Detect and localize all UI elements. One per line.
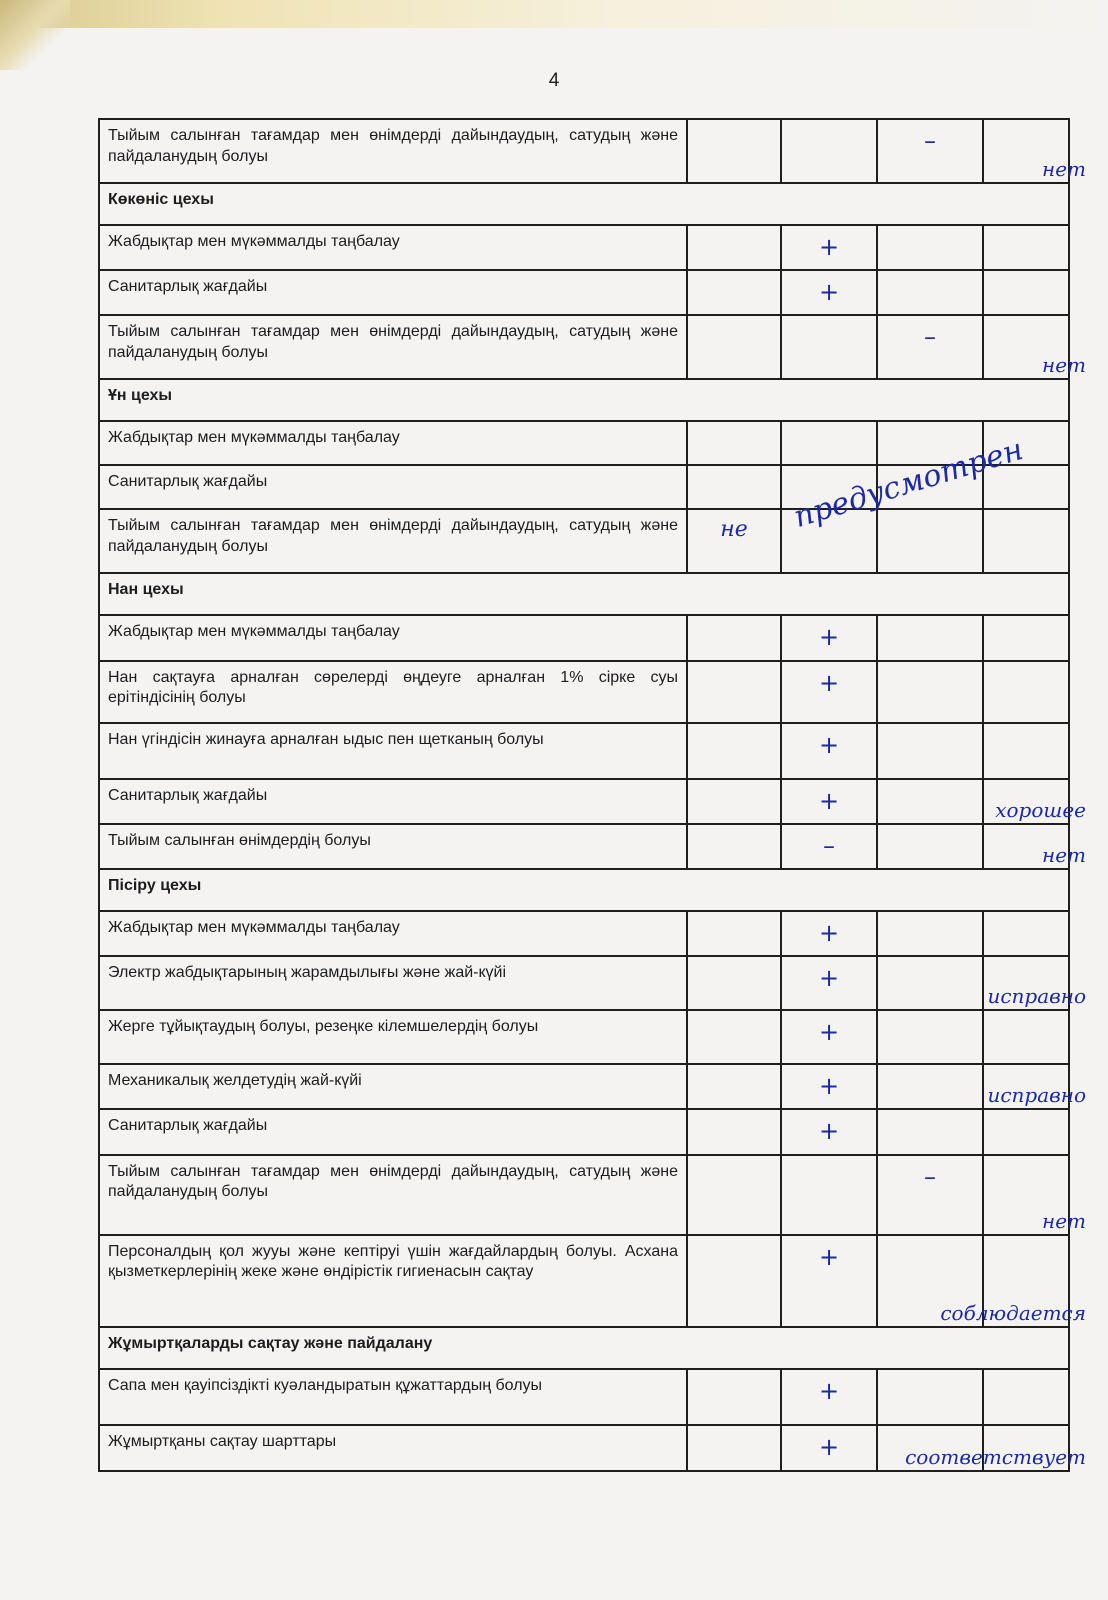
handwritten-note: соблюдается: [940, 1300, 1086, 1325]
note-cell: [983, 615, 1069, 660]
mark-cell-c1: [687, 615, 781, 660]
note-cell: [983, 270, 1069, 315]
handwritten-mark-c3: –: [924, 323, 936, 352]
note-cell: [983, 1369, 1069, 1425]
mark-cell-c2: [781, 779, 877, 824]
mark-cell-c3: [877, 1369, 983, 1425]
table-row: [99, 956, 1069, 1010]
note-cell: [983, 509, 1069, 573]
mark-cell-c1: [687, 1369, 781, 1425]
note-cell: [983, 956, 1086, 1010]
handwritten-mark-c2: +: [818, 1376, 840, 1405]
requirement-text: Нан сақтауға арналған сөрелерді өңдеуге арналған 1% сірке суы ерітіндісінің болуы: [99, 661, 687, 723]
mark-cell-c3: [877, 911, 983, 956]
note-cell: [940, 1235, 1086, 1327]
page-corner-fold: [0, 0, 70, 70]
mark-cell-c1: [687, 1425, 781, 1471]
mark-cell-c2: [781, 225, 877, 270]
handwritten-mark-c1: не: [720, 517, 748, 543]
mark-cell-c2: [781, 421, 877, 465]
table-row: [99, 421, 1069, 465]
requirement-text: Жабдықтар мен мүкәммалды таңбалау: [99, 911, 687, 956]
mark-cell-c3: [877, 723, 983, 779]
requirement-text: Тыйым салынған өнімдердің болуы: [99, 824, 687, 869]
requirement-text: Санитарлық жағдайы: [99, 779, 687, 824]
handwritten-mark-c2: +: [818, 668, 840, 697]
mark-cell-c1: [687, 1235, 781, 1327]
note-cell: [983, 119, 1086, 183]
section-row: [99, 183, 1069, 225]
table-row: [99, 824, 1069, 869]
mark-cell-c1: [687, 509, 781, 573]
handwritten-mark-c3: –: [924, 127, 936, 155]
note-cell: [983, 723, 1069, 779]
handwritten-note: нет: [1042, 353, 1086, 378]
note-cell: [983, 315, 1086, 379]
requirement-text: Жұмыртқаны сақтау шарттары: [99, 1425, 687, 1471]
mark-cell-c1: [687, 270, 781, 315]
requirement-text: Санитарлық жағдайы: [99, 465, 687, 509]
section-title: Көкөніс цехы: [99, 183, 1069, 225]
handwritten-note: хорошее: [995, 797, 1086, 822]
handwritten-note: нет: [1042, 1208, 1086, 1233]
requirement-text: Тыйым салынған тағамдар мен өнімдерді дайындаудың, сатудың және пайдаланудың болуы: [99, 119, 687, 183]
requirement-text: Жабдықтар мен мүкәммалды таңбалау: [99, 615, 687, 660]
handwritten-note: исправно: [987, 984, 1086, 1009]
checklist-body: [99, 119, 1086, 1471]
handwritten-mark-c2: +: [818, 1018, 840, 1047]
note-cell: [905, 1425, 1086, 1471]
requirement-text: Электр жабдықтарының жарамдылығы және жай-күйі: [99, 956, 687, 1010]
mark-cell-c2: [781, 1109, 877, 1154]
table-row: [99, 661, 1069, 723]
table-row: [99, 1064, 1069, 1109]
mark-cell-c2: [781, 723, 877, 779]
handwritten-note: нет: [1042, 157, 1086, 181]
mark-cell-c2: [781, 119, 877, 183]
handwritten-mark-c2: +: [818, 623, 840, 652]
handwritten-note: соответствует: [905, 1444, 1086, 1469]
mark-cell-c3: [877, 270, 983, 315]
table-row: [99, 270, 1069, 315]
mark-cell-c2: [781, 1010, 877, 1064]
handwritten-mark-c2: +: [818, 278, 840, 307]
mark-cell-c2: [781, 956, 877, 1010]
page-number: 4: [548, 70, 560, 91]
handwritten-mark-c2: +: [818, 1072, 840, 1101]
table-row: [99, 779, 1069, 824]
mark-cell-c3: [877, 1109, 983, 1154]
handwritten-mark-c3: –: [924, 1162, 936, 1191]
mark-cell-c1: [687, 119, 781, 183]
mark-cell-c2: [781, 661, 877, 723]
mark-cell-c1: [687, 421, 781, 465]
requirement-text: Санитарлық жағдайы: [99, 1109, 687, 1154]
mark-cell-c1: [687, 225, 781, 270]
table-row: [99, 1369, 1069, 1425]
handwritten-mark-c2: +: [818, 1432, 840, 1461]
section-title: Пісіру цехы: [99, 869, 1069, 911]
table-row: [99, 1235, 1069, 1327]
requirement-text: Сапа мен қауіпсіздікті куәландыратын құжаттардың болуы: [99, 1369, 687, 1425]
table-row: [99, 225, 1069, 270]
mark-cell-c1: [687, 661, 781, 723]
handwritten-mark-c2: +: [818, 964, 840, 993]
note-cell: [983, 225, 1069, 270]
handwritten-note: исправно: [987, 1083, 1086, 1108]
section-title: Жұмыртқаларды сақтау және пайдалану: [99, 1327, 1069, 1369]
mark-cell-c2: [781, 270, 877, 315]
handwritten-mark-c2: +: [818, 1117, 840, 1146]
mark-cell-c1: [687, 779, 781, 824]
handwritten-mark-c2: +: [818, 918, 840, 947]
table-row: [99, 119, 1069, 183]
table-row: [99, 911, 1069, 956]
requirement-text: Тыйым салынған тағамдар мен өнімдерді дайындаудың, сатудың және пайдаланудың болуы: [99, 315, 687, 379]
mark-cell-c2: [781, 1235, 877, 1327]
requirement-text: Тыйым салынған тағамдар мен өнімдерді дайындаудың, сатудың және пайдаланудың болуы: [99, 509, 687, 573]
mark-cell-c2: [781, 1064, 877, 1109]
requirement-text: Нан үгіндісін жинауға арналған ыдыс пен щетканың болуы: [99, 723, 687, 779]
mark-cell-c1: [687, 1155, 781, 1235]
section-row: [99, 573, 1069, 615]
mark-cell-c3: [877, 1064, 983, 1109]
mark-cell-c1: [687, 465, 781, 509]
mark-cell-c3: [877, 225, 983, 270]
section-row: [99, 1327, 1069, 1369]
handwritten-mark-c2: +: [818, 233, 840, 261]
note-cell: [983, 661, 1069, 723]
mark-cell-c1: [687, 824, 781, 869]
mark-cell-c3: [877, 509, 983, 573]
mark-cell-c2: [781, 911, 877, 956]
handwritten-mark-c2: +: [818, 1242, 840, 1271]
section-row: [99, 869, 1069, 911]
requirement-text: Жабдықтар мен мүкәммалды таңбалау: [99, 421, 687, 465]
mark-cell-c1: [687, 1109, 781, 1154]
mark-cell-c3: [877, 956, 983, 1010]
note-cell: [983, 1010, 1069, 1064]
mark-cell-c2: [781, 1155, 877, 1235]
note-cell: [983, 1155, 1086, 1235]
mark-cell-c1: [687, 956, 781, 1010]
note-cell: [983, 824, 1086, 869]
requirement-text: Персоналдың қол жууы және кептіруі үшін жағдайлардың болуы. Асхана қызметкерлерінің жеке және өндірістік гигиенасын сақтау: [99, 1235, 687, 1327]
mark-cell-c1: [687, 1064, 781, 1109]
mark-cell-c1: [687, 1010, 781, 1064]
mark-cell-c3: [877, 315, 983, 379]
requirement-text: Санитарлық жағдайы: [99, 270, 687, 315]
note-cell: [983, 1109, 1069, 1154]
table-row: [99, 1425, 1069, 1471]
section-title: Нан цехы: [99, 573, 1069, 615]
mark-cell-c3: [877, 824, 983, 869]
mark-cell-c2: [781, 315, 877, 379]
mark-cell-c2: [781, 824, 877, 869]
section-title: Ұн цехы: [99, 379, 1069, 421]
table-row: [99, 615, 1069, 660]
inspection-checklist-table: [98, 118, 1086, 1472]
mark-cell-c1: [687, 315, 781, 379]
mark-cell-c3: [877, 1010, 983, 1064]
note-cell: [983, 779, 1086, 824]
page-top-shadow: [0, 0, 1108, 28]
requirement-text: Тыйым салынған тағамдар мен өнімдерді дайындаудың, сатудың және пайдаланудың болуы: [99, 1155, 687, 1235]
mark-cell-c3: [877, 119, 983, 183]
table-row: [99, 315, 1069, 379]
handwritten-mark-c2: +: [818, 730, 840, 759]
mark-cell-c2: [781, 1369, 877, 1425]
mark-cell-c1: [687, 723, 781, 779]
requirement-text: Жабдықтар мен мүкәммалды таңбалау: [99, 225, 687, 270]
table-row: [99, 509, 1069, 573]
handwritten-mark-c2: –: [823, 831, 835, 860]
mark-cell-c3: [877, 779, 983, 824]
handwritten-overlay-note: предусмотрен: [789, 432, 1028, 535]
requirement-text: Жерге тұйықтаудың болуы, резеңке кілемшелердің болуы: [99, 1010, 687, 1064]
handwritten-note: нет: [1042, 842, 1086, 867]
mark-cell-c2: [781, 615, 877, 660]
table-row: [99, 723, 1069, 779]
note-cell: [983, 1064, 1086, 1109]
mark-cell-c2: [781, 1425, 877, 1471]
note-cell: [983, 911, 1069, 956]
mark-cell-c3: [877, 1155, 983, 1235]
table-row: [99, 1109, 1069, 1154]
table-row: [99, 1155, 1069, 1235]
mark-cell-c3: [877, 615, 983, 660]
table-row: [99, 1010, 1069, 1064]
mark-cell-c3: [877, 661, 983, 723]
requirement-text: Механикалық желдетудің жай-күйі: [99, 1064, 687, 1109]
mark-cell-c1: [687, 911, 781, 956]
handwritten-mark-c2: +: [818, 786, 840, 815]
section-row: [99, 379, 1069, 421]
